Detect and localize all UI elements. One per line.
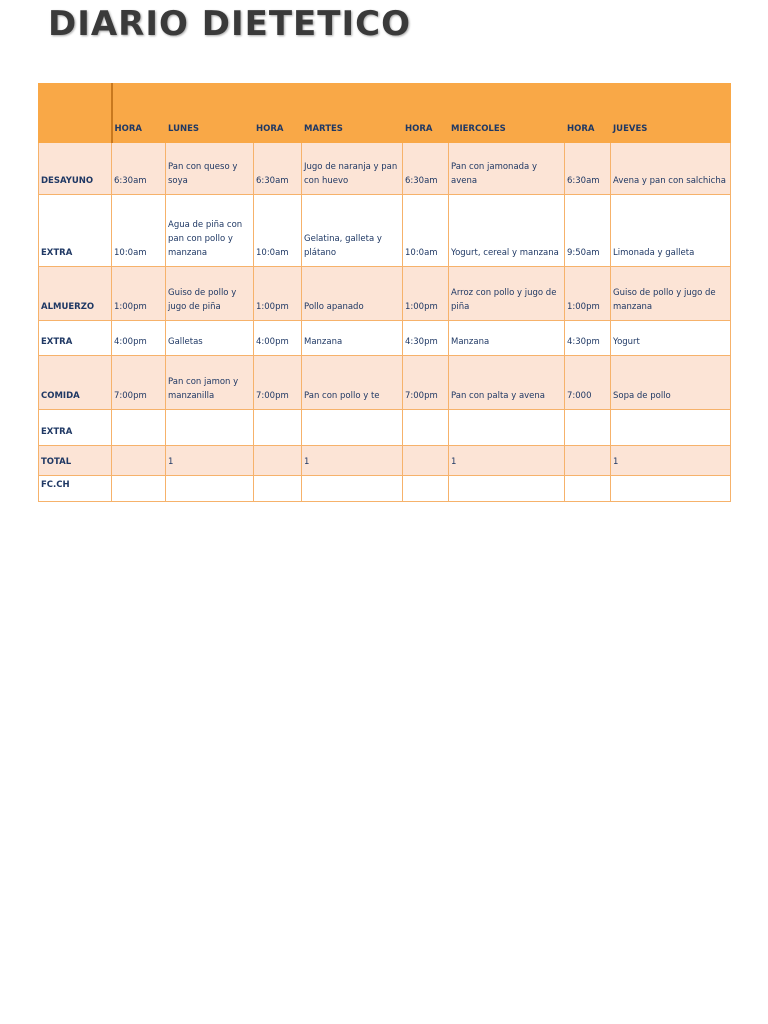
time-cell: 10:0am	[254, 195, 302, 267]
time-cell	[254, 476, 302, 502]
time-cell	[565, 410, 611, 446]
meal-label: DESAYUNO	[39, 143, 112, 195]
table-row-extra	[39, 195, 731, 267]
time-cell	[403, 410, 449, 446]
total-cell: 1	[449, 446, 565, 476]
meal-label: COMIDA	[39, 356, 112, 410]
food-cell	[302, 476, 403, 502]
header-cell-label	[39, 84, 112, 143]
time-cell: 6:30am	[254, 143, 302, 195]
food-cell: Jugo de naranja y pan con huevo	[302, 143, 403, 195]
table-row-comida	[39, 356, 731, 410]
food-cell: Sopa de pollo	[611, 356, 731, 410]
header-cell-miercoles: MIERCOLES	[449, 84, 565, 143]
header-cell-lunes: LUNES	[166, 84, 254, 143]
food-cell	[302, 410, 403, 446]
time-cell	[403, 446, 449, 476]
food-cell: Galletas	[166, 321, 254, 356]
time-cell: 6:30am	[112, 143, 166, 195]
time-cell	[112, 410, 166, 446]
time-cell	[254, 446, 302, 476]
food-cell: Pan con jamon y manzanilla	[166, 356, 254, 410]
time-cell: 1:00pm	[403, 267, 449, 321]
food-cell	[166, 410, 254, 446]
food-cell	[611, 476, 731, 502]
page-title: DIARIO DIETETICO	[48, 4, 411, 44]
food-cell: Pollo apanado	[302, 267, 403, 321]
food-cell: Yogurt, cereal y manzana	[449, 195, 565, 267]
food-cell	[166, 476, 254, 502]
food-cell: Pan con queso y soya	[166, 143, 254, 195]
total-cell: 1	[611, 446, 731, 476]
meal-label: EXTRA	[39, 321, 112, 356]
food-cell	[449, 410, 565, 446]
time-cell: 4:00pm	[254, 321, 302, 356]
diet-table	[38, 83, 731, 502]
food-cell	[449, 476, 565, 502]
total-cell: 1	[302, 446, 403, 476]
meal-label: ALMUERZO	[39, 267, 112, 321]
time-cell	[565, 476, 611, 502]
food-cell: Pan con palta y avena	[449, 356, 565, 410]
time-cell: 7:00pm	[403, 356, 449, 410]
time-cell: 10:0am	[403, 195, 449, 267]
food-cell: Pan con jamonada y avena	[449, 143, 565, 195]
time-cell: 1:00pm	[565, 267, 611, 321]
table-row-almuerzo	[39, 267, 731, 321]
time-cell: 1:00pm	[112, 267, 166, 321]
time-cell: 6:30am	[403, 143, 449, 195]
time-cell	[403, 476, 449, 502]
total-cell: 1	[166, 446, 254, 476]
food-cell: Agua de piña con pan con pollo y manzana	[166, 195, 254, 267]
time-cell: 7:00pm	[112, 356, 166, 410]
time-cell	[254, 410, 302, 446]
time-cell: 4:30pm	[403, 321, 449, 356]
food-cell: Yogurt	[611, 321, 731, 356]
time-cell: 4:30pm	[565, 321, 611, 356]
time-cell: 6:30am	[565, 143, 611, 195]
header-cell-jueves: JUEVES	[611, 84, 731, 143]
time-cell: 9:50am	[565, 195, 611, 267]
meal-label: TOTAL	[39, 446, 112, 476]
header-cell-hora: HORA	[254, 84, 302, 143]
time-cell	[112, 446, 166, 476]
table-row-fcch	[39, 476, 731, 502]
header-cell-hora: HORA	[403, 84, 449, 143]
meal-label: EXTRA	[39, 410, 112, 446]
time-cell	[112, 476, 166, 502]
table-header-row	[39, 84, 731, 143]
time-cell: 7:000	[565, 356, 611, 410]
meal-label: EXTRA	[39, 195, 112, 267]
food-cell: Avena y pan con salchicha	[611, 143, 731, 195]
food-cell: Limonada y galleta	[611, 195, 731, 267]
food-cell: Pan con pollo y te	[302, 356, 403, 410]
meal-label: FC.CH	[39, 476, 112, 502]
food-cell: Guiso de pollo y jugo de piña	[166, 267, 254, 321]
food-cell: Manzana	[302, 321, 403, 356]
time-cell	[565, 446, 611, 476]
table-row-extra	[39, 321, 731, 356]
food-cell: Gelatina, galleta y plátano	[302, 195, 403, 267]
time-cell: 10:0am	[112, 195, 166, 267]
time-cell: 1:00pm	[254, 267, 302, 321]
header-cell-martes: MARTES	[302, 84, 403, 143]
food-cell: Arroz con pollo y jugo de piña	[449, 267, 565, 321]
table-row-extra	[39, 410, 731, 446]
food-cell	[611, 410, 731, 446]
time-cell: 4:00pm	[112, 321, 166, 356]
table-row-desayuno	[39, 143, 731, 195]
time-cell: 7:00pm	[254, 356, 302, 410]
header-cell-hora: HORA	[112, 84, 166, 143]
food-cell: Manzana	[449, 321, 565, 356]
header-cell-hora: HORA	[565, 84, 611, 143]
table-row-total	[39, 446, 731, 476]
food-cell: Guiso de pollo y jugo de manzana	[611, 267, 731, 321]
